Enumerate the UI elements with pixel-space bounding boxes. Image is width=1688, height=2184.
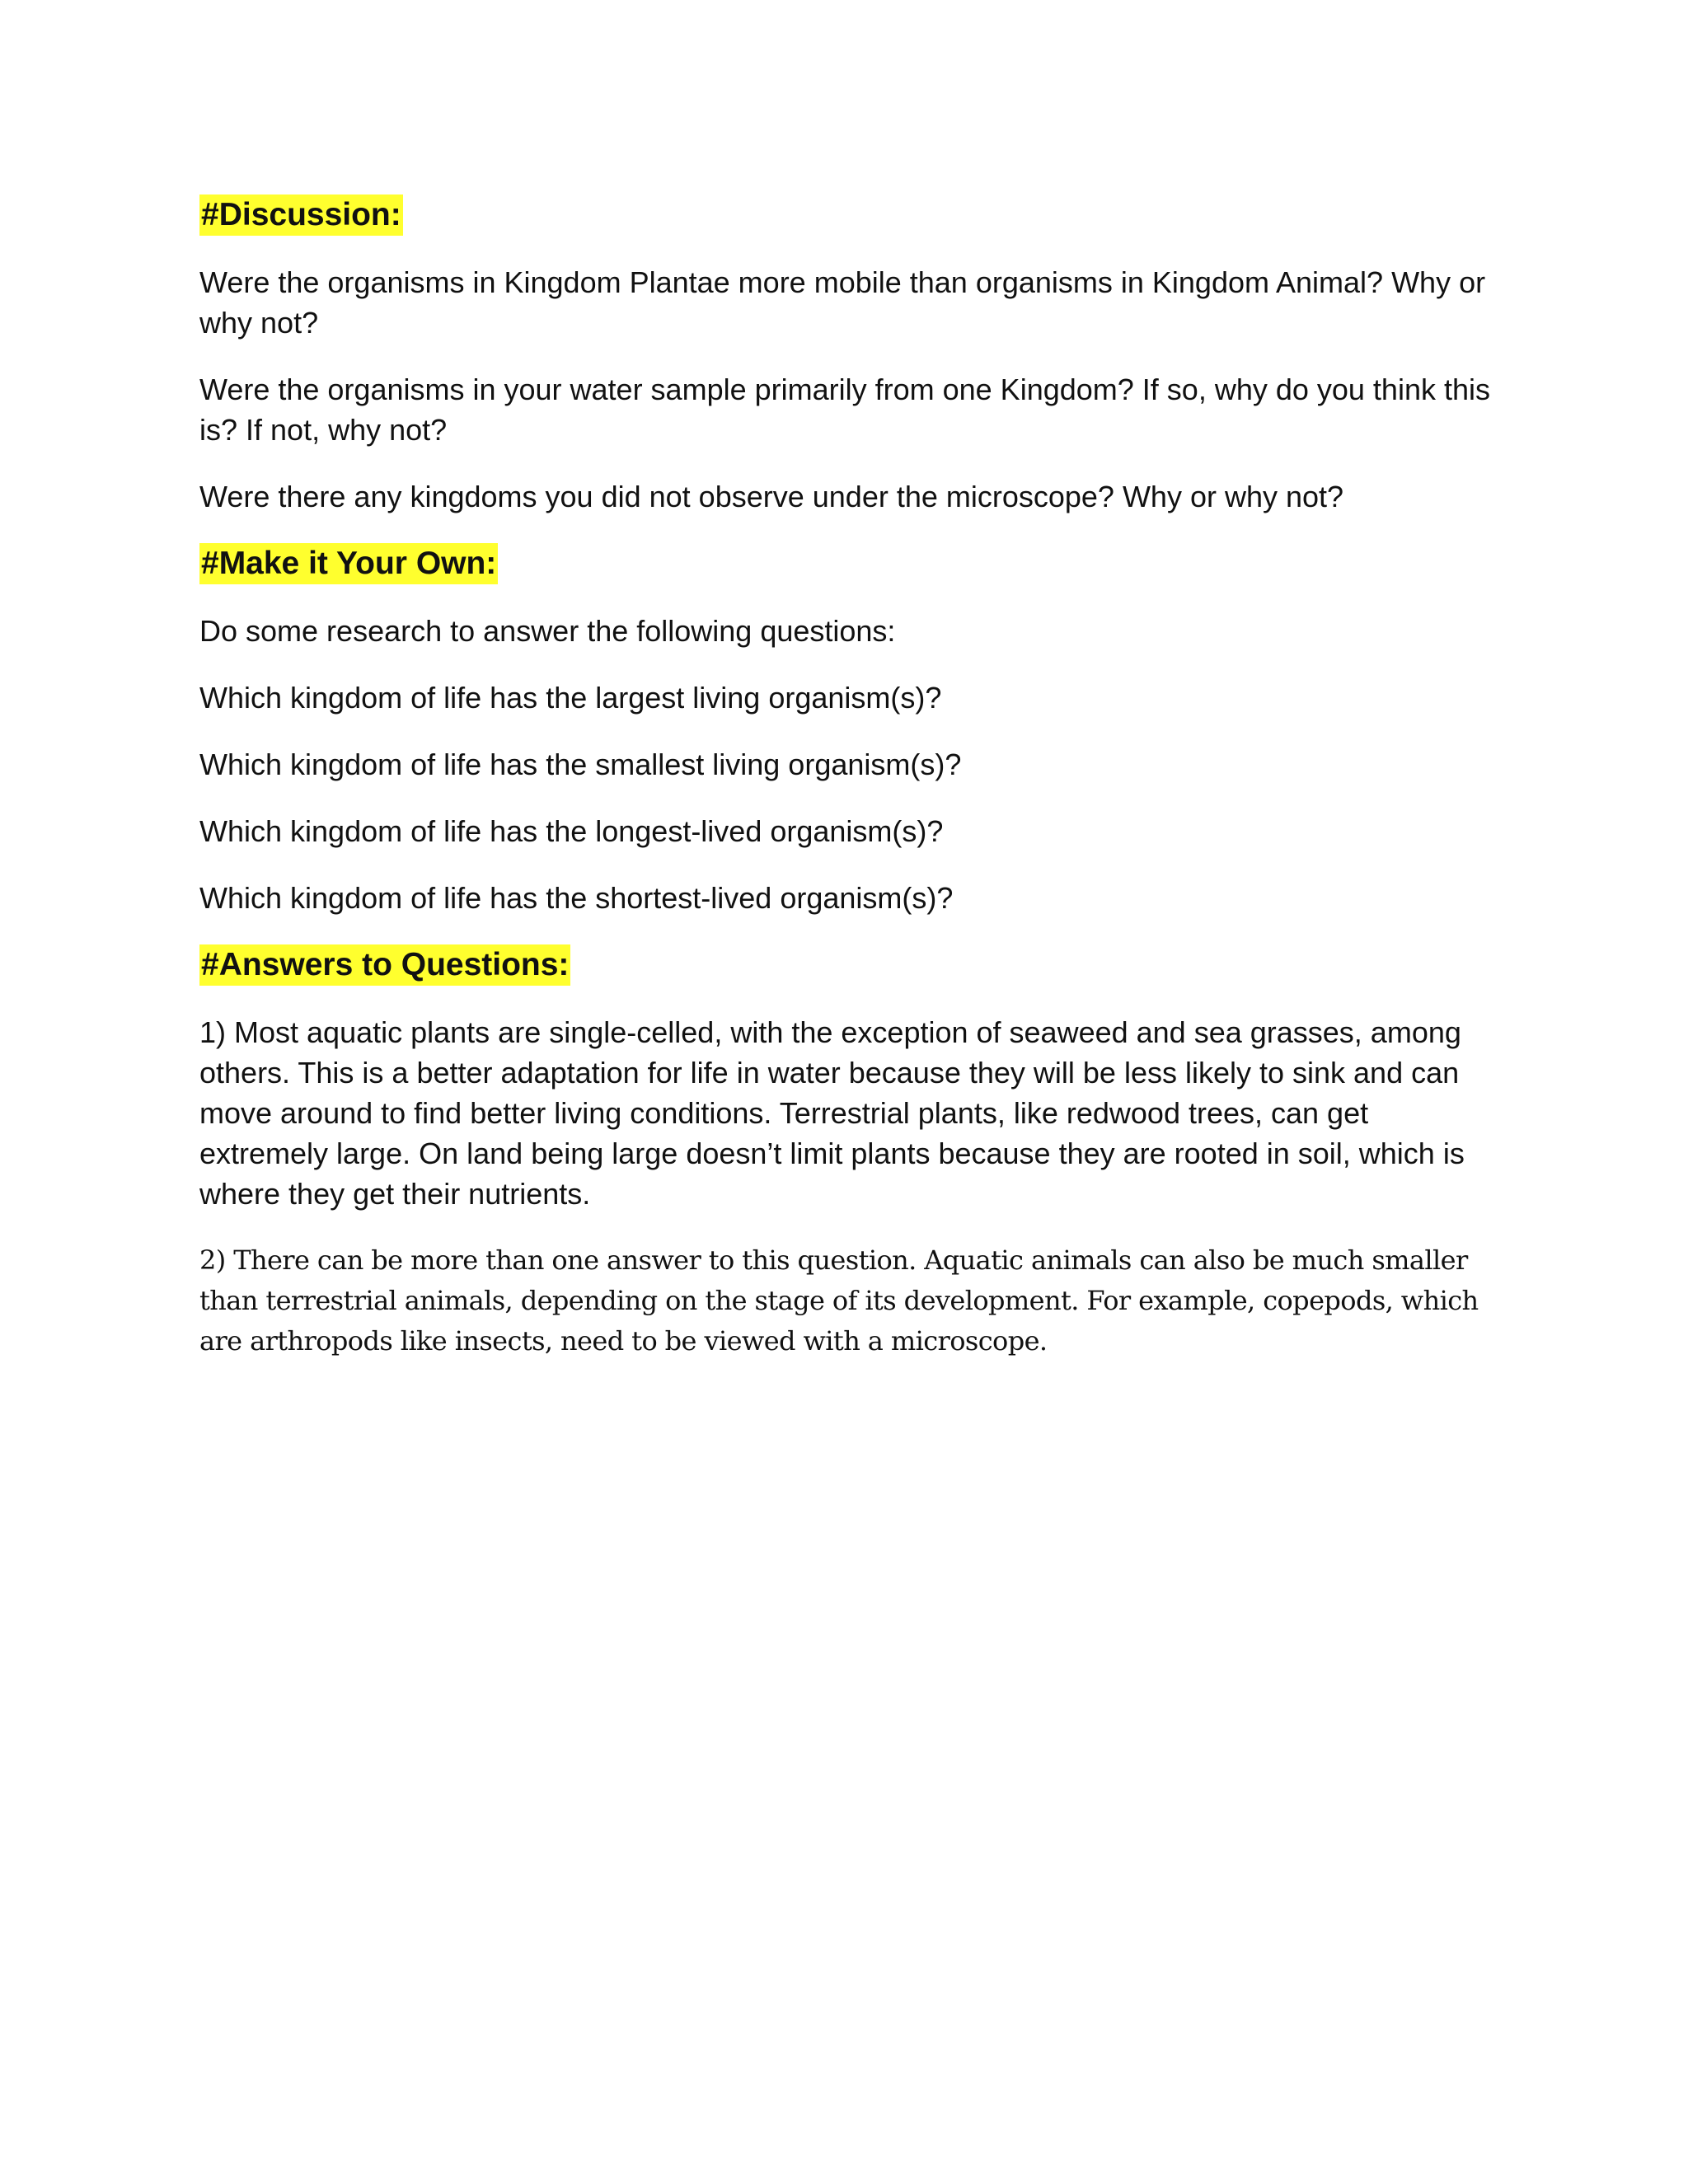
answer-2: 2) There can be more than one answer to this question. Aquatic animals can also be much smaller than terrestrial animals, depending on the stage of its development. For example, copepods, which are arthropods like insects, need to be viewed with a microscope. [199, 1244, 1479, 1357]
discussion-heading: #Discussion: [199, 194, 403, 236]
make-it-your-own-section [199, 543, 1502, 584]
make-it-your-own-heading: #Make it Your Own: [199, 543, 498, 584]
answer-1: 1) Most aquatic plants are single-celled, with the exception of seaweed and sea grasses, among others. This is a better adaptation for life in water because they will be less likely to sink and can move around to find better living conditions. Terrestrial plants, like redwood trees, can get extremely large. On land being large doesn’t limit plants because they are rooted in soil, which is where they get their nutrients. [199, 1015, 1465, 1211]
research-question-4: Which kingdom of life has the shortest-lived organism(s)? [199, 881, 954, 915]
answers-heading: #Answers to Questions: [199, 944, 570, 986]
discussion-question-3: Were there any kingdoms you did not observe under the microscope? Why or why not? [199, 480, 1344, 513]
research-question-3: Which kingdom of life has the longest-lived organism(s)? [199, 814, 944, 848]
discussion-question-1: Were the organisms in Kingdom Plantae more mobile than organisms in Kingdom Animal? Why or why not? [199, 265, 1486, 340]
research-question-2: Which kingdom of life has the smallest living organism(s)? [199, 748, 962, 781]
answers-section [199, 944, 1502, 986]
discussion-section [199, 194, 1502, 236]
document-body [199, 194, 1502, 1388]
discussion-question-2: Were the organisms in your water sample primarily from one Kingdom? If so, why do you think this is? If not, why not? [199, 373, 1490, 447]
research-question-1: Which kingdom of life has the largest living organism(s)? [199, 681, 942, 715]
research-intro: Do some research to answer the following questions: [199, 614, 896, 648]
